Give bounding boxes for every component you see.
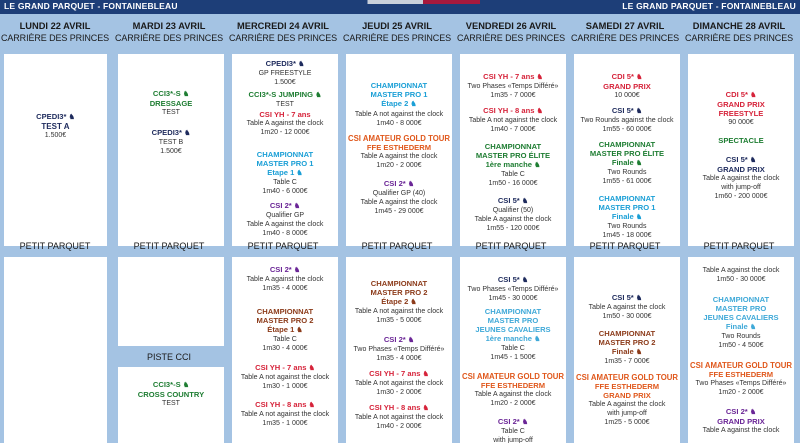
- event-line: 1m55 - 120 000€: [486, 225, 540, 232]
- day-column-wednesday: [228, 14, 338, 443]
- event-title: CHAMPIONNAT: [712, 295, 770, 304]
- event-title: CPEDI3* ♞: [36, 112, 75, 121]
- event-line: FFE ESTHEDERM: [594, 382, 660, 391]
- horse-icon: ♞: [749, 324, 757, 331]
- event-title: CHAMPIONNAT: [256, 150, 314, 159]
- horse-icon: ♞: [635, 349, 643, 356]
- event-line: Table C: [501, 428, 525, 435]
- event-line: Table C: [273, 336, 297, 343]
- horse-icon: ♞: [422, 371, 429, 378]
- day-title: DIMANCHE 28 AVRIL: [692, 21, 786, 31]
- event-line: Table A against the clock: [702, 427, 780, 434]
- event-master-pro-1: [346, 81, 452, 109]
- day-title: JEUDI 25 AVRIL: [362, 21, 432, 31]
- event-title: CCI3*-S ♞: [152, 380, 190, 389]
- event-line: Finale ♞: [611, 347, 643, 356]
- event-line: Table A against the clock: [246, 120, 324, 127]
- petit-parquet-panel: [688, 257, 794, 443]
- event-title: CSI 5* ♞: [725, 155, 757, 164]
- event-line: 1.500€: [274, 79, 296, 86]
- event-title: CSI YH - 8 ans ♞: [369, 403, 429, 412]
- horse-icon: ♞: [635, 295, 643, 302]
- day-column-thursday: [342, 14, 452, 443]
- horse-icon: ♞: [536, 108, 543, 115]
- event-line: Two Phases «Temps Différé»: [695, 380, 787, 387]
- event-title: CHAMPIONNAT: [370, 279, 428, 288]
- event-line: Table A not against the clock: [354, 414, 444, 421]
- venue-title-right: LE GRAND PARQUET - FONTAINEBLEAU: [622, 1, 796, 11]
- section-petit-parquet: PETIT PARQUET: [475, 241, 547, 251]
- event-csi-2: [232, 265, 338, 293]
- day-venue: CARRIÈRE DES PRINCES: [456, 33, 566, 43]
- event-line: Two Rounds: [721, 333, 761, 340]
- event-line: GRAND PRIX: [717, 100, 765, 109]
- horse-icon: ♞: [308, 365, 315, 372]
- day-header: [456, 20, 566, 44]
- event-line: 1m35 - 7 000€: [490, 92, 536, 99]
- event-cci-dressage: [118, 89, 224, 117]
- event-line: CROSS COUNTRY: [137, 390, 205, 399]
- event-master-pro-2: [346, 279, 452, 325]
- event-line: 1m50 - 4 500€: [718, 342, 764, 349]
- event-line: 1m40 - 8 000€: [262, 230, 308, 237]
- event-amateur-gold-tour: [688, 361, 794, 397]
- event-line: Two Rounds against the clock: [580, 117, 674, 124]
- event-line: Qualifier GP (40): [372, 190, 426, 197]
- event-title: CSI 2* ♞: [725, 407, 757, 416]
- horse-icon: ♞: [749, 409, 757, 416]
- event-amateur-gold-tour-gp: [574, 373, 680, 427]
- event-line: Finale ♞: [611, 212, 643, 221]
- event-line: Table A not against the clock: [240, 411, 330, 418]
- venue-title-left: LE GRAND PARQUET - FONTAINEBLEAU: [4, 1, 178, 11]
- event-cpedi-test-a: [4, 112, 107, 140]
- day-venue: CARRIÈRE DES PRINCES: [570, 33, 680, 43]
- horse-icon: ♞: [635, 214, 643, 221]
- event-line: 1m30 - 1 000€: [262, 383, 308, 390]
- event-line: 1m50 - 30 000€: [602, 313, 652, 320]
- event-line: with jump-off: [607, 410, 647, 417]
- event-line: 1m35 - 7 000€: [604, 358, 650, 365]
- event-line: FFE ESTHEDERM: [366, 143, 432, 152]
- petit-parquet-panel: [574, 257, 680, 443]
- horse-icon: ♞: [636, 74, 643, 81]
- event-line: Table A against the clock: [360, 153, 438, 160]
- event-line: Table C: [501, 171, 525, 178]
- event-line: Table A not against the clock: [354, 380, 444, 387]
- horse-icon: ♞: [410, 101, 417, 108]
- horse-icon: ♞: [315, 92, 322, 99]
- event-csi-yh-7: [232, 110, 338, 137]
- event-title: CSI YH - 7 ans ♞: [483, 72, 543, 81]
- event-amateur-gold-tour: [346, 134, 452, 170]
- event-line: Finale ♞: [725, 322, 757, 331]
- horse-icon: ♞: [635, 108, 643, 115]
- event-title: CSI YH - 7 ans ♞: [255, 363, 315, 372]
- horse-icon: ♞: [750, 92, 757, 99]
- event-line: Étape 2 ♞: [381, 99, 417, 108]
- event-line: 1m35 - 5 000€: [376, 317, 422, 324]
- section-petit-parquet: PETIT PARQUET: [589, 241, 661, 251]
- event-csi-table-a: [688, 266, 794, 284]
- event-csi-yh-7: [346, 110, 452, 128]
- event-title: CSI 2* ♞: [383, 179, 415, 188]
- horse-icon: ♞: [293, 267, 301, 274]
- event-line: Étape 2 ♞: [381, 297, 417, 306]
- event-cci-cross-country: [118, 380, 224, 408]
- event-line: 1m55 - 61 000€: [602, 178, 652, 185]
- event-line: 1m25 - 5 000€: [604, 419, 650, 426]
- event-title: CSI 2* ♞: [269, 265, 301, 274]
- event-line: MASTER PRO ÉLITE: [589, 149, 665, 158]
- event-line: 1m35 - 1 000€: [262, 420, 308, 427]
- event-line: with jump-off: [721, 184, 761, 191]
- event-line: 1m45 - 18 000€: [602, 232, 652, 239]
- event-title: CSI AMATEUR GOLD TOUR: [461, 372, 565, 381]
- event-line: Table A against the clock: [360, 199, 438, 206]
- horse-icon: ♞: [521, 198, 529, 205]
- event-line: Table A against the clock: [702, 267, 780, 274]
- day-venue: CARRIÈRE DES PRINCES: [0, 33, 110, 43]
- event-title: CSI 2* ♞: [269, 201, 301, 210]
- day-title: SAMEDI 27 AVRIL: [585, 21, 665, 31]
- event-line: Table C: [501, 345, 525, 352]
- event-title: CSI 2* ♞: [383, 335, 415, 344]
- event-line: 1m30 - 2 000€: [376, 389, 422, 396]
- event-line: Table A against the clock: [474, 391, 552, 398]
- event-line: 1m20 - 2 000€: [718, 389, 764, 396]
- event-line: 1m40 - 6 000€: [262, 188, 308, 195]
- day-venue: CARRIÈRE DES PRINCES: [342, 33, 452, 43]
- event-master-pro-2-finale: [574, 329, 680, 366]
- event-amateur-gold-tour: [460, 372, 566, 408]
- horse-icon: ♞: [184, 130, 191, 137]
- event-line: MASTER PRO ÉLITE: [475, 151, 551, 160]
- day-title: LUNDI 22 AVRIL: [19, 21, 91, 31]
- event-line: 1ère manche ♞: [485, 334, 541, 343]
- event-line: 1m40 - 7 000€: [490, 126, 536, 133]
- event-master-pro-jeunes: [460, 307, 566, 362]
- event-line: GRAND PRIX: [603, 82, 651, 91]
- horse-icon: ♞: [293, 203, 301, 210]
- event-line: 1m20 - 2 000€: [490, 400, 536, 407]
- event-line: Etape 1 ♞: [267, 168, 303, 177]
- event-csi-5-grand-prix: [688, 155, 794, 201]
- event-csi-2-qualifier: [232, 201, 338, 238]
- event-csi-5: [574, 106, 680, 134]
- event-title: CCI3*-S ♞: [152, 89, 190, 98]
- event-line: 1m30 - 4 000€: [262, 345, 308, 352]
- event-line: 1m40 - 2 000€: [376, 423, 422, 430]
- event-line: GRAND PRIX: [717, 417, 765, 426]
- event-line: 1m45 - 1 500€: [490, 354, 536, 361]
- grand-parquet-panel: [232, 54, 338, 246]
- petit-parquet-panel: [346, 257, 452, 443]
- day-header: [570, 20, 680, 44]
- event-title: CHAMPIONNAT: [256, 307, 314, 316]
- day-header: [342, 20, 452, 44]
- event-line: 1m45 - 30 000€: [488, 295, 538, 302]
- event-cdi-grand-prix: [574, 72, 680, 100]
- event-csi-5: [574, 293, 680, 321]
- event-title: CDI 5* ♞: [725, 90, 757, 99]
- petit-parquet-panel: [460, 257, 566, 443]
- event-title: CPEDI3* ♞: [151, 128, 191, 137]
- event-title: CPEDI3* ♞: [265, 59, 305, 68]
- event-cpedi-freestyle: [232, 59, 338, 87]
- event-title: CSI 5* ♞: [611, 293, 643, 302]
- event-cpedi-test-b: [118, 128, 224, 156]
- event-csi-yh-8: [460, 106, 566, 134]
- section-petit-parquet: PETIT PARQUET: [133, 241, 205, 251]
- event-line: 1.500€: [160, 148, 182, 155]
- event-cci-jumping: [232, 90, 338, 109]
- piste-cci-panel: [118, 367, 224, 443]
- event-line: FFE ESTHEDERM: [708, 370, 774, 379]
- event-line: Table C: [273, 179, 297, 186]
- event-line: Two Rounds: [607, 169, 647, 176]
- day-header: [0, 20, 110, 44]
- event-line: 1m55 - 60 000€: [602, 126, 652, 133]
- day-column-friday: [456, 14, 566, 443]
- section-piste-cci: PISTE CCI: [146, 352, 191, 362]
- event-line: MASTER PRO: [715, 304, 767, 313]
- event-line: Qualifier GP: [265, 212, 305, 219]
- event-title: CSI 5* ♞: [497, 275, 529, 284]
- event-title: CHAMPIONNAT: [598, 329, 656, 338]
- event-line: Two Phases «Temps Différé»: [353, 346, 445, 353]
- event-csi-yh-7: [460, 72, 566, 100]
- event-title: CHAMPIONNAT: [598, 194, 656, 203]
- event-line: Two Phases «Temps Différé»: [467, 286, 559, 293]
- event-line: Two Rounds: [607, 223, 647, 230]
- event-line: TEST A: [41, 122, 70, 131]
- event-line: MASTER PRO 1: [256, 159, 314, 168]
- event-title: SPECTACLE: [718, 136, 764, 145]
- event-csi-yh-7: [346, 369, 452, 397]
- event-spectacle: [688, 136, 794, 145]
- horse-icon: ♞: [68, 114, 75, 121]
- day-venue: CARRIÈRE DES PRINCES: [228, 33, 338, 43]
- event-line: FFE ESTHEDERM: [480, 381, 546, 390]
- event-title: CSI AMATEUR GOLD TOUR: [347, 134, 451, 143]
- event-line: TEST: [162, 109, 180, 116]
- event-line: GP FREESTYLE: [258, 70, 312, 77]
- event-line: 1m20 - 2 000€: [376, 162, 422, 169]
- day-column-sunday: [684, 14, 800, 443]
- day-header: [114, 20, 224, 44]
- event-title: CSI YH - 8 ans ♞: [483, 106, 543, 115]
- day-column-monday: [0, 14, 110, 443]
- event-line: Qualifier (50): [492, 207, 534, 214]
- horse-icon: ♞: [407, 337, 415, 344]
- event-csi-2: [346, 335, 452, 363]
- event-line: MASTER PRO 2: [370, 288, 428, 297]
- event-line: Two Phases «Temps Différé»: [467, 83, 559, 90]
- horse-icon: ♞: [635, 160, 643, 167]
- event-line: MASTER PRO 1: [370, 90, 428, 99]
- event-title: CSI 5* ♞: [611, 106, 643, 115]
- event-line: 1m35 - 4 000€: [376, 355, 422, 362]
- event-title: CSI AMATEUR GOLD TOUR: [575, 373, 679, 382]
- event-csi-2: [460, 417, 566, 443]
- horse-icon: ♞: [296, 170, 303, 177]
- event-line: 1m35 - 4 000€: [262, 285, 308, 292]
- event-line: 1m20 - 12 000€: [260, 129, 310, 136]
- event-line: JEUNES CAVALIERS: [475, 325, 551, 334]
- event-master-pro-1-finale: [574, 194, 680, 240]
- event-csi-yh-8: [346, 403, 452, 431]
- grand-parquet-panel: [574, 54, 680, 246]
- section-petit-parquet: PETIT PARQUET: [19, 241, 91, 251]
- event-line: 90 000€: [728, 119, 754, 126]
- event-line: Table A not against the clock: [240, 374, 330, 381]
- event-title: CHAMPIONNAT: [370, 81, 428, 90]
- event-csi-5-qualifier: [460, 196, 566, 233]
- event-cdi-freestyle: [688, 90, 794, 127]
- event-line: Finale ♞: [611, 158, 643, 167]
- grand-parquet-panel: [688, 54, 794, 246]
- day-title: MERCREDI 24 AVRIL: [237, 21, 329, 31]
- event-line: Table A not against the clock: [468, 117, 558, 124]
- day-header: [684, 20, 794, 44]
- petit-parquet-panel: [232, 257, 338, 443]
- event-master-pro-1: [232, 150, 338, 196]
- event-title: CDI 5* ♞: [611, 72, 643, 81]
- event-csi-5: [460, 275, 566, 303]
- top-banner: [0, 0, 800, 14]
- horse-icon: ♞: [296, 327, 303, 334]
- horse-icon: ♞: [407, 181, 415, 188]
- event-line: with jump-off: [493, 437, 533, 443]
- event-master-pro-elite: [460, 142, 566, 188]
- horse-icon: ♞: [749, 157, 757, 164]
- event-line: Table A not against the clock: [354, 308, 444, 315]
- grand-parquet-panel: [4, 54, 107, 246]
- event-title: CSI YH - 8 ans ♞: [255, 400, 315, 409]
- event-line: GRAND PRIX: [603, 391, 651, 400]
- event-title: CSI YH - 7 ans: [259, 110, 311, 119]
- event-title: CHAMPIONNAT: [598, 140, 656, 149]
- day-header: [228, 20, 338, 44]
- event-title: CSI 2* ♞: [497, 417, 529, 426]
- schedule-grid: [0, 14, 800, 443]
- event-line: MASTER PRO 1: [598, 203, 656, 212]
- event-title: CCI3*-S JUMPING ♞: [248, 90, 322, 99]
- day-venue: CARRIÈRE DES PRINCES: [114, 33, 224, 43]
- day-column-tuesday: [114, 14, 224, 443]
- event-title: CSI AMATEUR GOLD TOUR: [689, 361, 793, 370]
- event-line: Table A against the clock: [246, 276, 324, 283]
- event-csi-yh-7: [232, 363, 338, 391]
- event-line: 10 000€: [614, 92, 640, 99]
- event-line: GRAND PRIX: [717, 165, 765, 174]
- event-line: 1m50 - 30 000€: [716, 276, 766, 283]
- event-line: 1ère manche ♞: [485, 160, 541, 169]
- petit-parquet-panel: [118, 257, 224, 346]
- event-line: TEST: [162, 400, 180, 407]
- horse-icon: ♞: [410, 299, 417, 306]
- horse-icon: ♞: [534, 336, 541, 343]
- event-line: Table A against the clock: [702, 175, 780, 182]
- horse-icon: ♞: [422, 405, 429, 412]
- event-line: DRESSAGE: [149, 99, 193, 108]
- section-petit-parquet: PETIT PARQUET: [361, 241, 433, 251]
- horse-icon: ♞: [534, 162, 541, 169]
- horse-icon: ♞: [536, 74, 543, 81]
- day-column-saturday: [570, 14, 680, 443]
- flag-stripe: [312, 0, 480, 4]
- event-line: Table A against the clock: [588, 401, 666, 408]
- grand-parquet-panel: [460, 54, 566, 246]
- section-petit-parquet: PETIT PARQUET: [247, 241, 319, 251]
- horse-icon: ♞: [298, 61, 305, 68]
- event-csi-2-qualifier: [346, 179, 452, 216]
- event-line: 1m50 - 16 000€: [488, 180, 538, 187]
- grand-parquet-panel: [118, 54, 224, 246]
- event-line: Table A against the clock: [474, 216, 552, 223]
- event-line: JEUNES CAVALIERS: [703, 313, 779, 322]
- event-master-pro-2: [232, 307, 338, 353]
- event-line: FREESTYLE: [718, 109, 764, 118]
- event-csi-2-grand-prix: [688, 407, 794, 435]
- event-line: MASTER PRO 2: [256, 316, 314, 325]
- event-title: CHAMPIONNAT: [484, 307, 542, 316]
- horse-icon: ♞: [308, 402, 315, 409]
- event-line: MASTER PRO 2: [598, 338, 656, 347]
- horse-icon: ♞: [521, 419, 529, 426]
- event-title: CSI 5* ♞: [497, 196, 529, 205]
- event-line: 1m40 - 8 000€: [376, 120, 422, 127]
- horse-icon: ♞: [521, 277, 529, 284]
- event-line: 1m60 - 200 000€: [714, 193, 768, 200]
- event-csi-yh-8: [232, 400, 338, 428]
- day-venue: CARRIÈRE DES PRINCES: [684, 33, 794, 43]
- event-line: Table A not against the clock: [354, 111, 444, 118]
- event-line: Table A against the clock: [588, 304, 666, 311]
- petit-parquet-panel: [4, 257, 107, 443]
- event-line: MASTER PRO: [487, 316, 539, 325]
- day-title: MARDI 23 AVRIL: [132, 21, 206, 31]
- event-line: TEST B: [158, 139, 184, 146]
- event-master-pro-jeunes-finale: [688, 295, 794, 350]
- event-title: CHAMPIONNAT: [484, 142, 542, 151]
- event-line: 1m45 - 29 000€: [374, 208, 424, 215]
- day-title: VENDREDI 26 AVRIL: [465, 21, 557, 31]
- event-master-pro-elite-finale: [574, 140, 680, 186]
- horse-icon: ♞: [182, 382, 190, 389]
- event-line: Étape 1 ♞: [267, 325, 303, 334]
- event-line: TEST: [276, 101, 294, 108]
- horse-icon: ♞: [182, 91, 190, 98]
- grand-parquet-panel: [346, 54, 452, 246]
- event-title: CSI YH - 7 ans ♞: [369, 369, 429, 378]
- section-petit-parquet: PETIT PARQUET: [703, 241, 775, 251]
- event-line: 1.500€: [44, 132, 67, 139]
- event-line: Table A against the clock: [246, 221, 324, 228]
